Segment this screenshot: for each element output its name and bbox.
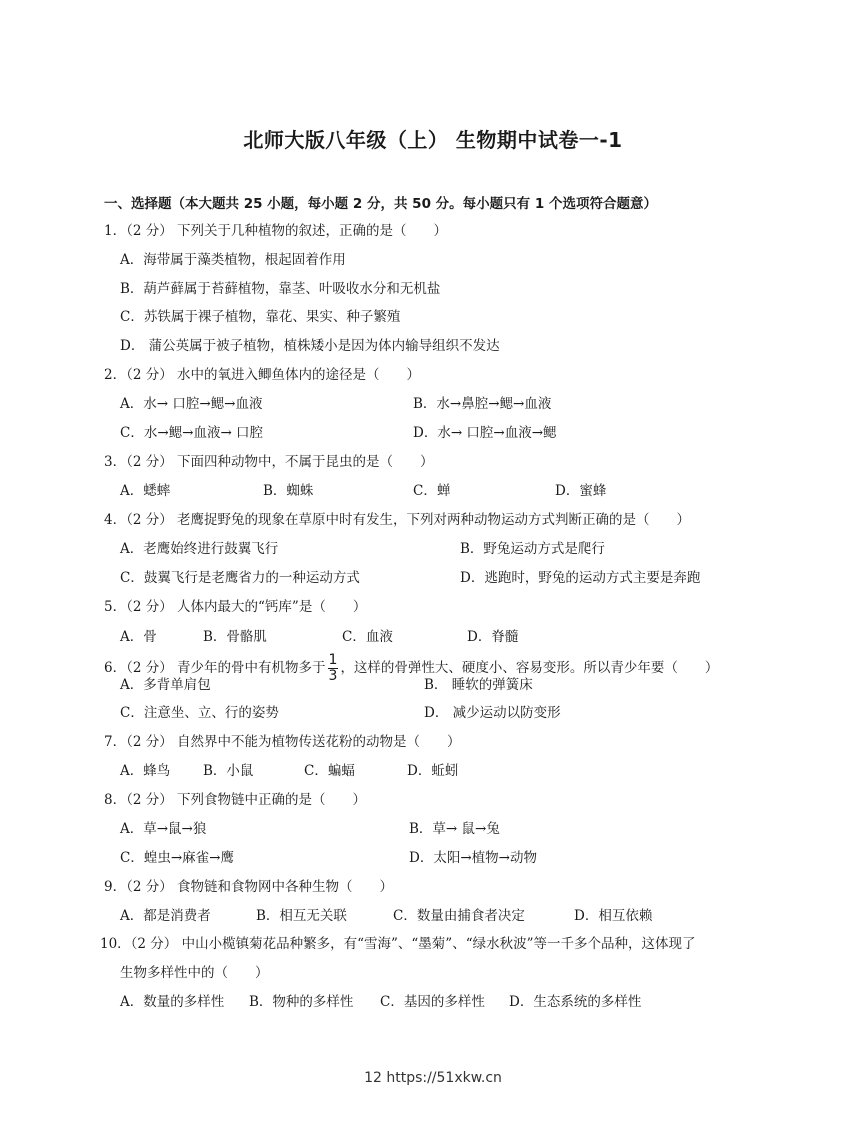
q8-option-a: A．草→鼠→狼 [120,821,207,837]
q8-option-c: C．蝗虫→麻雀→鹰 [120,850,234,866]
q3-option-d: D．蜜蜂 [555,483,607,499]
q6-option-a: A．多背单肩包 [120,677,211,693]
q5-option-d: D．脊髓 [467,629,519,645]
q4-option-b: B．野兔运动方式是爬行 [460,541,605,557]
q10-option-b: B．物种的多样性 [249,994,354,1010]
q6-stem-post: ，这样的骨弹性大、硬度小、容易变形。所以青少年要（ ） [340,660,719,676]
question-10-stem-continued: 生物多样性中的（ ） [120,965,269,981]
q3-option-c: C．蝉 [413,483,451,499]
q6-option-c: C．注意坐、立、行的姿势 [120,705,279,721]
q2-option-d: D．水→ 口腔→血液→鳃 [413,425,557,441]
q1-option-c: C．苏铁属于裸子植物，靠花、果实、种子繁殖 [120,309,401,325]
question-5-stem: 5．（2 分） 人体内最大的“钙库”是（ ） [104,599,367,615]
question-3-stem: 3．（2 分） 下面四种动物中，不属于昆虫的是（ ） [104,454,434,470]
q7-option-a: A．蜂鸟 [120,763,171,779]
q5-option-c: C．血液 [342,629,393,645]
q10-option-a: A．数量的多样性 [120,994,225,1010]
q5-option-a: A．骨 [120,629,157,645]
exam-title: 北师大版八年级（上） 生物期中试卷一-1 [243,128,623,152]
q3-option-a: A．蟋蟀 [120,483,171,499]
q6-option-d: D． 减少运动以防变形 [424,705,561,721]
question-8-stem: 8．（2 分） 下列食物链中正确的是（ ） [104,792,367,808]
q7-option-c: C．蝙蝠 [304,763,355,779]
q10-option-d: D．生态系统的多样性 [509,994,642,1010]
q4-option-d: D．逃跑时，野兔的运动方式主要是奔跑 [460,570,701,586]
q4-option-c: C．鼓翼飞行是老鹰省力的一种运动方式 [120,570,360,586]
q1-option-d: D． 蒲公英属于被子植物，植株矮小是因为体内输导组织不发达 [120,338,500,354]
q8-option-b: B．草→ 鼠→兔 [409,821,500,837]
question-2-stem: 2．（2 分） 水中的氧进入鲫鱼体内的途径是（ ） [104,367,421,383]
fraction-numerator: 1 [328,652,338,668]
q5-option-b: B．骨骼肌 [203,629,267,645]
q6-option-b: B． 睡软的弹簧床 [424,677,533,693]
question-4-stem: 4．（2 分） 老鹰捉野兔的现象在草原中时有发生，下列对两种动物运动方式判断正确的是（ ） [104,512,691,528]
question-1-stem: 1．（2 分） 下列关于几种植物的叙述，正确的是（ ） [104,223,448,239]
q2-option-a: A．水→ 口腔→鳃→血液 [120,396,263,412]
fraction-one-third [328,653,339,684]
q9-option-b: B．相互无关联 [256,908,347,924]
q3-option-b: B．蜘蛛 [263,483,314,499]
question-7-stem: 7．（2 分） 自然界中不能为植物传送花粉的动物是（ ） [104,734,461,750]
q9-option-c: C．数量由捕食者决定 [393,908,525,924]
q4-option-a: A．老鹰始终进行鼓翼飞行 [120,541,279,557]
q10-option-c: C．基因的多样性 [380,994,485,1010]
fraction-denominator: 3 [328,668,338,684]
q1-option-b: B．葫芦藓属于苔藓植物，靠茎、叶吸收水分和无机盐 [120,281,441,297]
question-9-stem: 9．（2 分） 食物链和食物网中各种生物（ ） [104,879,394,895]
question-10-stem: 10．（2 分） 中山小榄镇菊花品种繁多，有“雪海”、“墨菊”、“绿水秋波”等一千多个品种，这体现了 [100,936,696,952]
page-footer: 12 https://51xkw.cn [364,1070,502,1086]
q2-option-c: C．水→鳃→血液→ 口腔 [120,425,264,441]
q9-option-a: A．都是消费者 [120,908,211,924]
q7-option-d: D．蚯蚓 [407,763,459,779]
q2-option-b: B．水→鼻腔→鳃→血液 [413,396,552,412]
q8-option-d: D．太阳→植物→动物 [409,850,537,866]
q1-option-a: A．海带属于藻类植物，根起固着作用 [120,252,346,268]
q7-option-b: B．小鼠 [203,763,254,779]
q6-stem-pre: 6．（2 分） 青少年的骨中有机物多于 [104,660,326,676]
q9-option-d: D．相互依赖 [574,908,653,924]
section-heading: 一、选择题（本大题共 25 小题，每小题 2 分，共 50 分。每小题只有 1 个选项符合题意） [104,196,657,212]
